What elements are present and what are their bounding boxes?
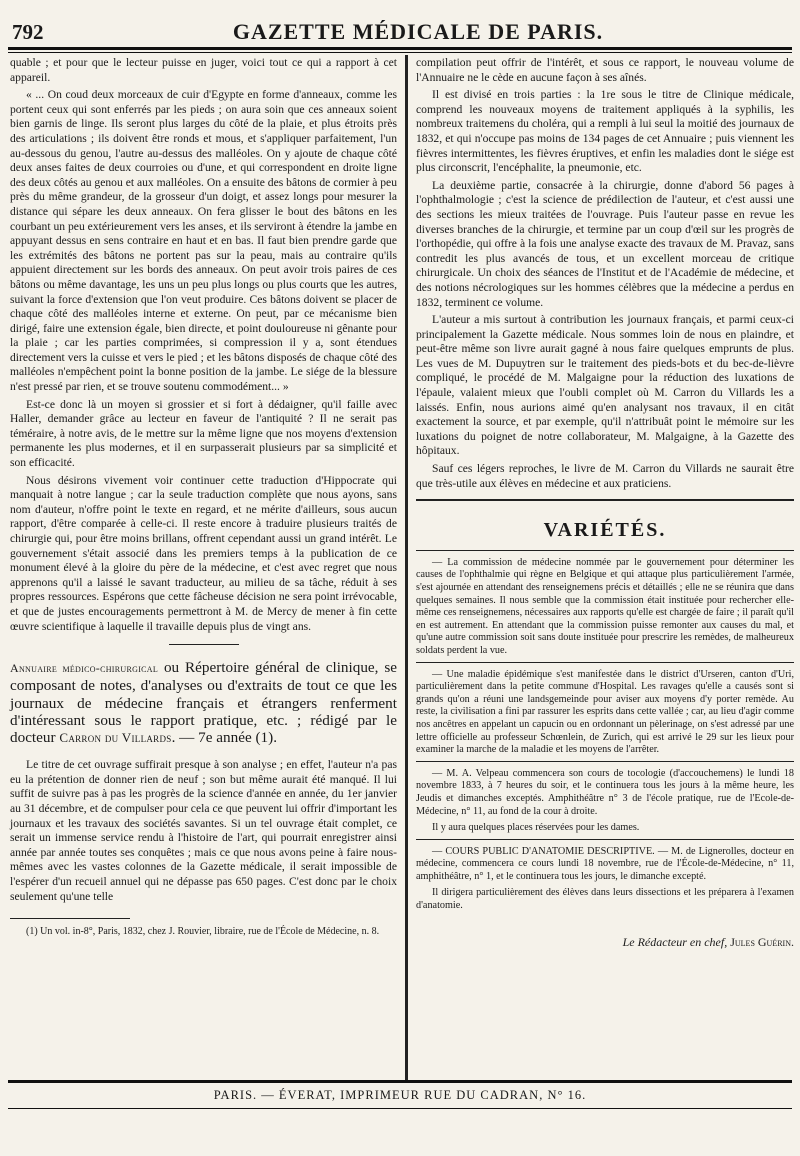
footnote-rule — [10, 918, 130, 919]
paragraph: compilation peut offrir de l'intérêt, et sous ce rapport, le nouveau volume de l'Annuaire ne le cède en aucune façon à ses aînés. — [416, 56, 794, 84]
section-rule-thin — [416, 550, 794, 551]
news-item: — La commission de médecine nommée par le gouvernement pour déterminer les causes de l'ophthalmie qui règne en Belgique et qui attaque plus particulièrement l'armée, s'est ajournée en attendant des renseignemens précis et détaillés ; elle ne se réunira que dans quelques semaines. Il nous semble que la commission était instituée pour rechercher elle-même ces renseignemens, nécessaires aux rapports qu'elle est chargée de faire ; il paraît qu'il en est autrement. En attendant que la commission puisse remonter aux causes du mal, et qu'une autre commission soit sans doute instituée pour prescrire les remèdes, de malheureux soldats perdent la vue. — [416, 556, 794, 656]
section-separator — [169, 644, 239, 645]
item-rule — [416, 761, 794, 762]
paragraph: Sauf ces légers reproches, le livre de M. Carron du Villards ne saurait être que très-utile aux élèves en médecine et aux praticiens. — [416, 462, 794, 490]
quoted-paragraph: « ... On coud deux morceaux de cuir d'Egypte en forme d'anneaux, comme les portent ceux qui sont enferrés par les pieds ; on aura soin que ces anneaux soient bien garnis de linge. Ils seront plus larges du côté de la plaie, et plus étroits près des articulations ; ils doivent être ronds et mous, et s'appliquer parfaitement, l'un au-dessous du genou, l'autre au-dessus des malléoles. On y ajoute de chaque côté deux anses faites de deux courroies ou d'une, et qui correspondent en droite ligne des deux côtés au genou et aux malléoles. On a ensuite des bâtons de cormier à peu près du même grandeur, de la grosseur d'un doigt, et assez longs pour mesurer la distance qui sépare les deux anneaux. On fera glisser le bout des bâtons en les courbant un peu extérieurement vers les anses, et ils serviront à étendre la jambe en appuyant dessus en sens contraire en haut et en bas. Il faut bien prendre garde que les extrémités des bâtons ne portent pas sur la peau, mais au contraire qu'ils appuient directement sur les bords des anneaux. On peut avoir trois paires de ces bâtons ou même davantage, les uns un peu plus longs ou plus courts que les autres, suivant la force d'extension que l'on veut produire. Ces bâtons doivent se placer de chaque côté des malléoles interne et externe. On peut, par ce mécanisme bien dirigé, faire une extension égale, bien directe, et point douloureuse ni gênante pour la plaie ; car les parties comprimées, si compression il y a, sont étendues directement vers la cuisse et vers le pied ; et les bâtons disposés de chaque côté des malléoles n'empêchent point la bonne position de la jambe. Le siége de la blessure n'est pressé par rien, et se trouve soutenu commodément... » — [10, 88, 397, 394]
news-item: — COURS PUBLIC D'ANATOMIE DESCRIPTIVE. — M. de Lignerolles, docteur en médecine, commencera ce cours lundi 18 novembre, rue de l'École-de-Médecine, n° 11, amphithéâtre, n° 1, et le continuera tous les jours, le dimanche excepté. — [416, 845, 794, 882]
printer-imprint: PARIS. — ÉVERAT, IMPRIMEUR RUE DU CADRAN, N° 16. — [213, 1088, 587, 1102]
paragraph: Nous désirons vivement voir continuer cette traduction d'Hippocrate qui manquait à notre langue ; car la seule traduction complète que nous ayons, sans nom d'auteur, n'offre point le texte en regard, et ne mérite d'ailleurs, sous aucun rapport, d'être comparée à celle-ci. Il reste encore à traduire plusieurs traités de chirurgie qui, pour être moins brillans, offrent cependant aussi un grand intérêt. Le gouvernement s'était associé dans les premiers temps à la publication de ce monument élevé à la gloire du père de la médecine, et c'est avec regret que nous apprenons qu'il a laissé le savant traducteur, au milieu de sa tâche, réduit à ses propres ressources. Espérons que cette fâcheuse décision ne sera point irrévocable, et que de justes encouragements permettront à M. de Mercy de mener à fin cette œuvre scientifique à laquelle il travaille depuis plus de vingt ans. — [10, 473, 397, 633]
left-column — [10, 56, 397, 941]
editor-signature — [416, 935, 794, 950]
book-author: Carron du Villards — [59, 729, 172, 745]
footer-rule — [8, 1080, 792, 1083]
news-item-note: Il y aura quelques places réservées pour les dames. — [432, 822, 640, 834]
paragraph: Il est divisé en trois parties : la 1re sous le titre de Clinique médicale, comprend les nouveaux moyens de traitement appliqués à la syphilis, les nombreux traitemens du choléra, qui a rempli à lui seul la moitié des journaux de 1832, et qui n'occupe pas moins de 134 pages de cet Annuaire ; puis viennent les fièvres intermittentes, les fièvres éruptives, et enfin les maladies dont le siége est plus circonscrit, l'encéphalite, la pneumonie, etc. — [416, 88, 794, 175]
news-item: — Une maladie épidémique s'est manifestée dans le district d'Urseren, canton d'Uri, particulièrement dans la petite commune d'Hospital. Les ravages qu'elle a causés sont si grands qu'on a réuni une landsgemeinde pour aviser aux moyens d'y porter remède. Au reste, la civilisation a fini par rassurer les esprits dans cette vallée ; car, au lieu d'agir comme nos ancêtres en appelant un capucin ou en ordonnant un pèlerinage, on s'est adressé par une lettre officielle au professeur Schœnlein, de Zurich, qui est arrivé le 29 sur les lieux pour examiner la marche de la maladie et les moyens de l'arrêter. — [416, 668, 794, 756]
news-item-note: Il dirigera particulièrement des élèves dans leurs dissections et les préparera à l'examen d'anatomie. — [416, 887, 794, 912]
paragraph: Est-ce donc là un moyen si grossier et si fort à dédaigner, qu'il faille avec Haller, demander grâce au lecteur en faveur de l'antiquité ? Il ne serait pas téméraire, à notre avis, de le mettre sur la même ligne que nos moyens d'extension permanente les plus modernes, et il en surpasserait plusieurs par sa simplicité et son efficacité. — [10, 397, 397, 470]
header-rule-thin — [8, 52, 792, 53]
book-title-text: ou Répertoire général de clinique, se composant de notes, d'analyses ou d'extraits de tout ce que les journaux de médecine français et étrangers renferment d'intéressant sous le rapport pratique, etc. ; rédigé par le docteur — [10, 659, 397, 746]
header-rule — [8, 47, 792, 50]
footnote: (1) Un vol. in-8°, Paris, 1832, chez J. Rouvier, libraire, rue de l'École de Médecine, n. 8. — [26, 926, 380, 938]
book-title-smallcaps: Annuaire médico-chirurgical — [10, 661, 159, 676]
paragraph: Le titre de cet ouvrage suffirait presque à son analyse ; en effet, l'auteur n'a pas eu la prétention de donner rien de neuf ; son but même aurait été manqué. Il lui suffit de suivre pas à pas les progrès de la science d'année en année, du 1er janvier au 31 décembre, et de compulser pour cela ce que peuvent lui offrir d'important les journaux et les travaux des sociétés savantes. Si un tel ouvrage était complet, ce serait un immense service rendu à l'histoire de l'art, qui pourrait enregistrer ainsi année par année toutes ses conquêtes ; mais ce que nous avons peine à faire nous-mêmes avec les vastes colonnes de la Gazette médicale, il serait impossible de l'espérer d'un recueil annuel qui ne dépasse pas 650 pages. C'est donc par le choix seulement qu'une telle — [10, 758, 397, 903]
page-number: 792 — [12, 20, 44, 44]
footer-rule-thin — [8, 1108, 792, 1109]
signature-name: Jules Guérin. — [730, 934, 794, 949]
news-item: — M. A. Velpeau commencera son cours de tocologie (d'accouchemens) le lundi 18 novembre 1833, à 7 heures du soir, et le continuera tous les jours à la même heure, les Jeudis et dimanches exceptés. Amphithéâtre n° 3 de l'école pratique, rue de l'Ecole-de-Médecine, n° 11, au fond de la cour à droite. — [416, 767, 794, 817]
column-divider — [405, 55, 408, 1080]
masthead-title: GAZETTE MÉDICALE DE PARIS. — [232, 19, 604, 44]
section-heading: VARIÉTÉS. — [543, 519, 667, 542]
varietes-items — [416, 557, 794, 913]
page-header — [8, 18, 792, 46]
paragraph: L'auteur a mis surtout à contribution les journaux français, et parmi ceux-ci principalement la Gazette médicale. Nous sommes loin de nous en plaindre, et peut-être même son livre aurait gagné à nous faire quelques emprunts de plus. Les vues de M. Dupuytren sur le traitement des pieds-bots et du bec-de-lièvre compliqué, le procédé de M. Malgaigne pour la réduction des luxations de l'épaule, valaient mieux que l'oubli complet où M. Carron du Villards les a laissés. Enfin, nous aurions aimé qu'en analysant nos travaux, il en citât exactement la source, et par exemple, qu'il n'attribuât point le mémoire sur les luxations du poignet de notre collaborateur, M. Malgaigne, à la Gazette des hôpitaux. — [416, 313, 794, 458]
paragraph: La deuxième partie, consacrée à la chirurgie, donne d'abord 56 pages à l'ophthalmologie ; c'est la science de prédilection de l'auteur, et c'est aussi une des sections les mieux traitées de l'ouvrage. Puis l'auteur passe en revue les diverses branches de la chirurgie, et termine par un coup d'œil sur les progrès de l'orthopédie, qui offre à la fois une analyse exacte des travaux de M. Pravaz, sans contredit les plus avancés de tous, et un excellent morceau de critique chirurgicale. Un choix des séances de l'Institut et de l'Académie de médecine, et des notions nécrologiques sur les hommes célèbres que la médecine a perdus en 1832, terminent ce volume. — [416, 178, 794, 309]
section-rule — [416, 499, 794, 501]
item-rule — [416, 839, 794, 840]
book-edition: . — 7e année (1). — [171, 728, 278, 746]
item-rule — [416, 662, 794, 663]
signature-role: Le Rédacteur en chef, — [622, 934, 731, 949]
paragraph: quable ; et pour que le lecteur puisse en juger, voici tout ce qui a rapport à cet appareil. — [10, 56, 397, 84]
book-review-title — [10, 659, 397, 746]
right-column — [416, 56, 794, 949]
